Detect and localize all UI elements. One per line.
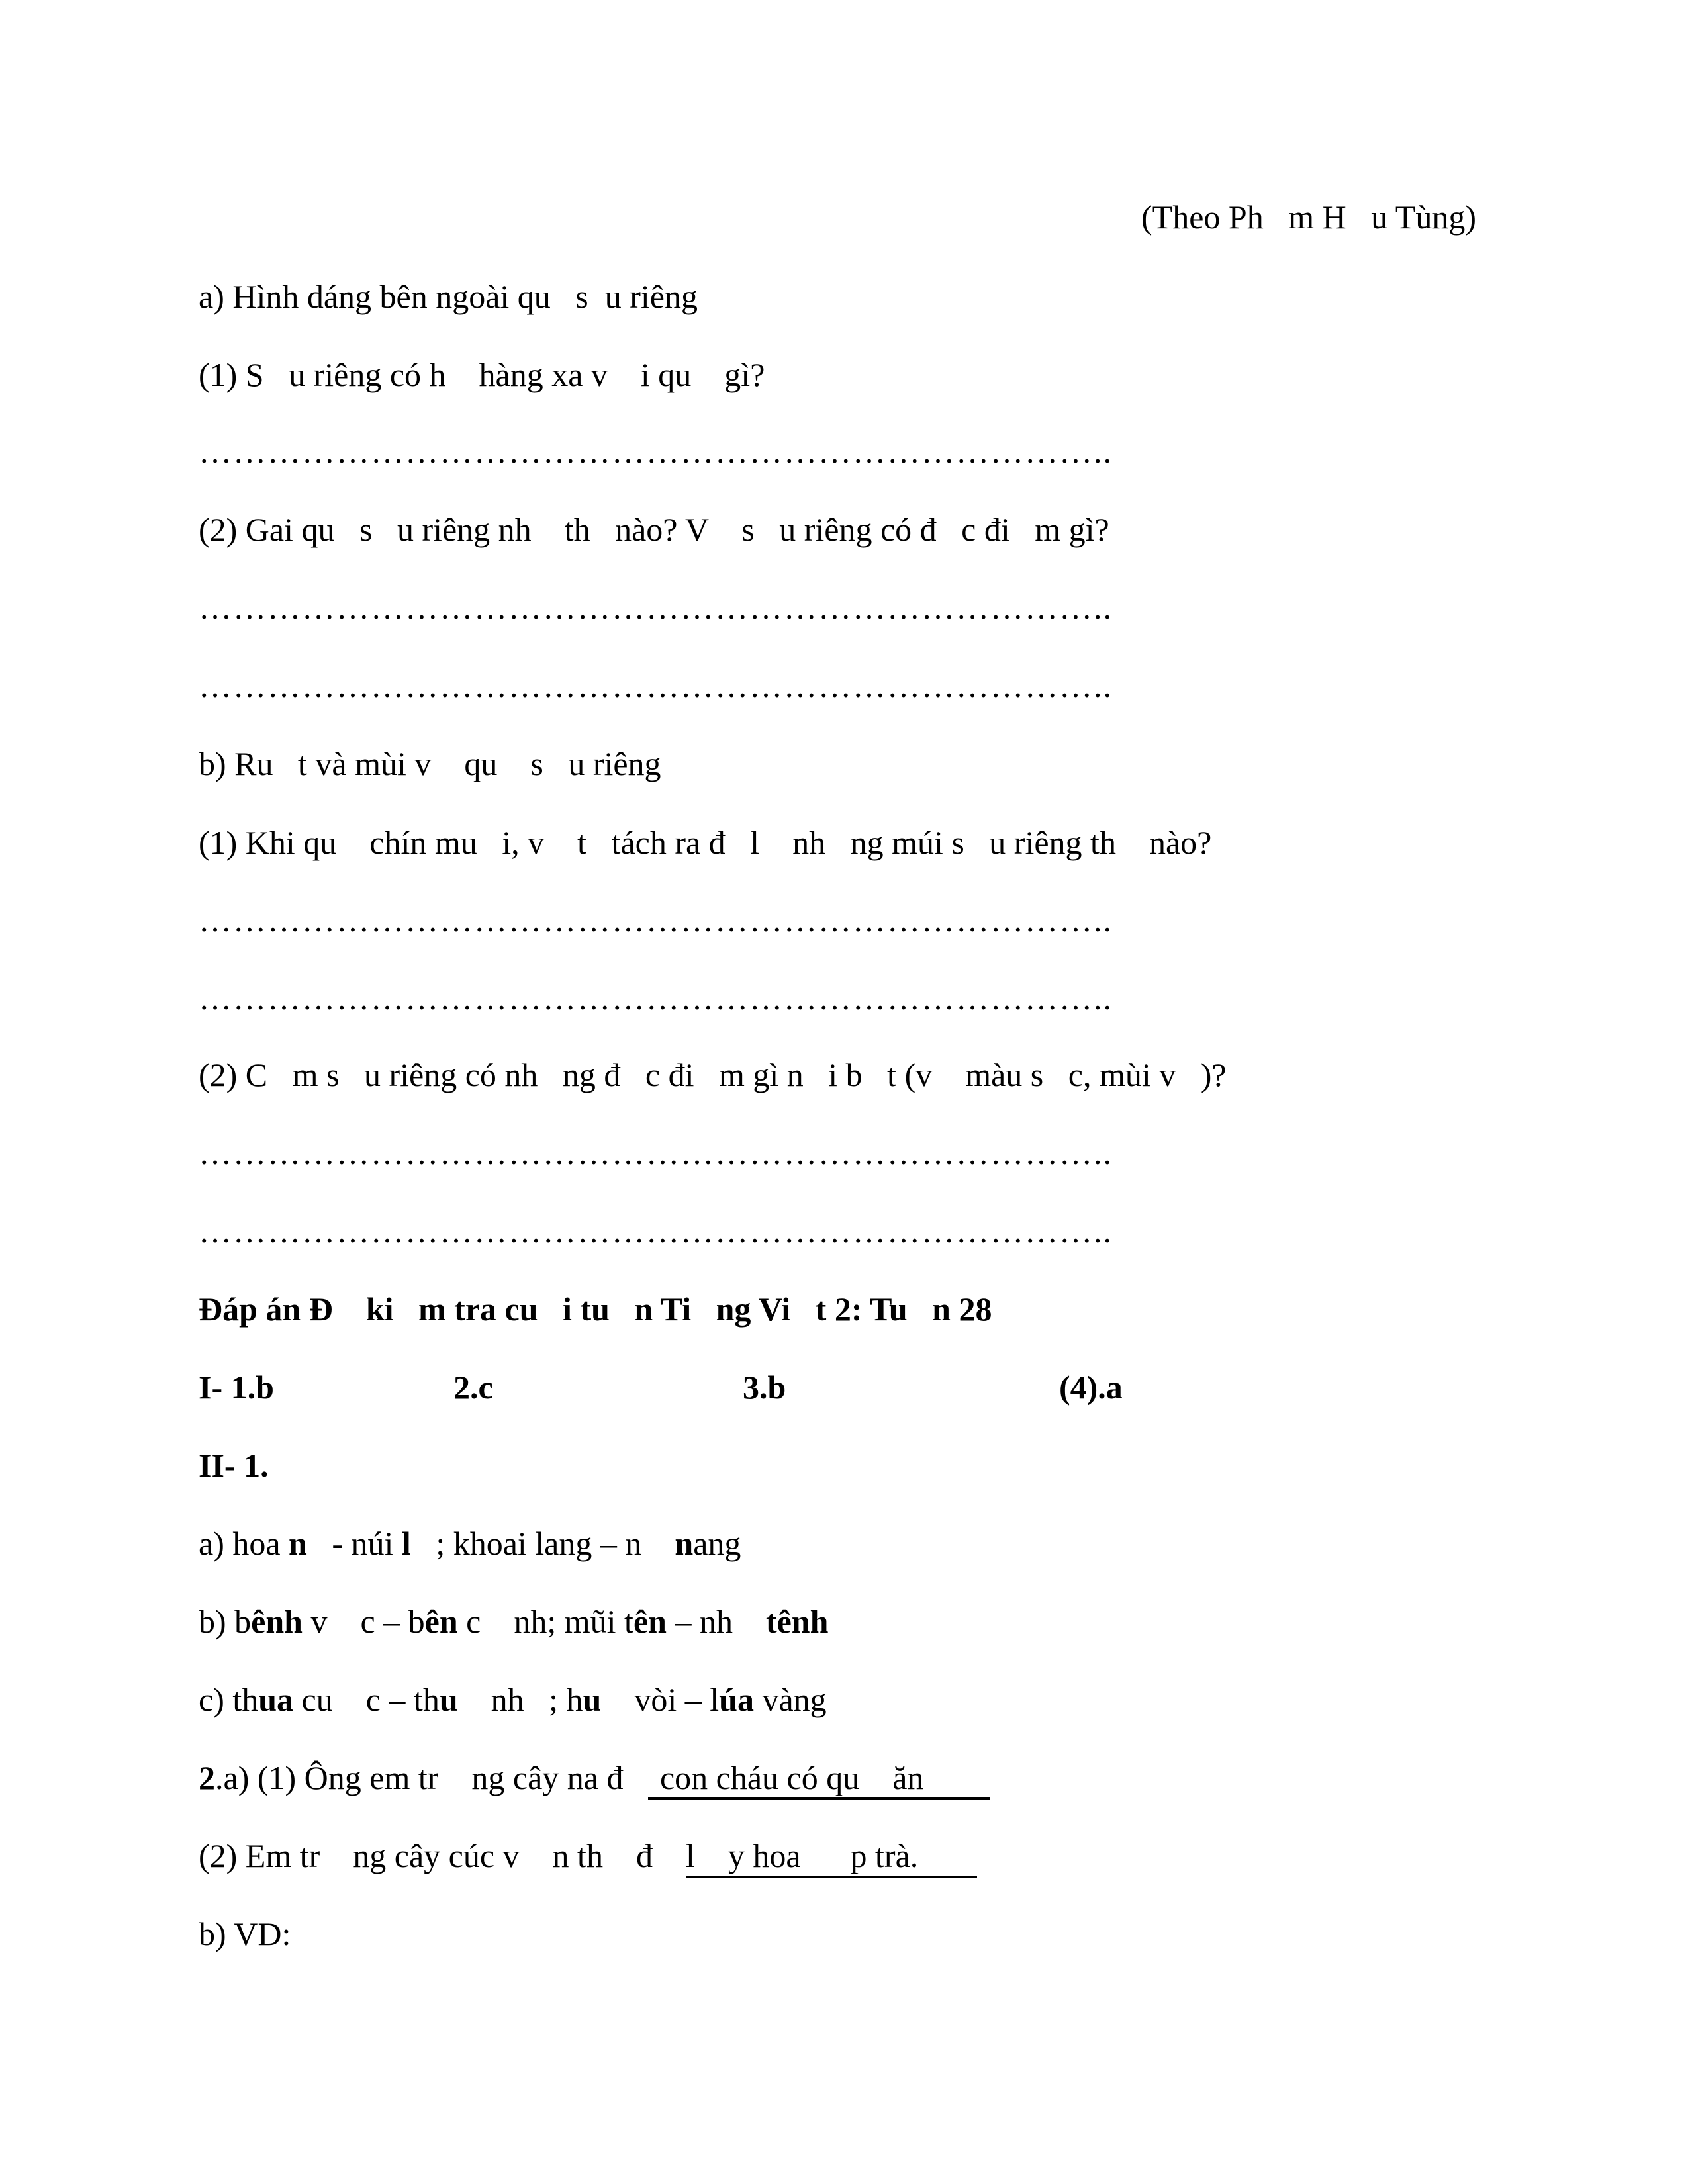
question-a1: (1) S u riêng có h hàng xa v i qu gì? xyxy=(199,356,765,393)
answer-blank-b1-1[interactable]: …………………………………………………………………….. xyxy=(199,901,1113,938)
answer-blank-a1[interactable]: …………………………………………………………………….. xyxy=(199,433,1113,470)
question-a2: (2) Gai qu s u riêng nh th nào? V s u riêng có đ c đi m gì? xyxy=(199,511,1109,548)
part2-label: II- 1. xyxy=(199,1447,269,1484)
part1-answer-3: 3.b xyxy=(743,1369,786,1406)
filled-blank-2b: l y hoa p trà. xyxy=(686,1836,977,1878)
section-b-heading: b) Ru t và mùi v qu s u riêng xyxy=(199,745,661,782)
part1-answers xyxy=(199,1367,1390,1407)
answer-blank-b2-2[interactable]: …………………………………………………………………….. xyxy=(199,1212,1113,1250)
source-attribution: (Theo Ph m H u Tùng) xyxy=(1141,199,1476,236)
answer-vd: b) VD: xyxy=(199,1915,291,1952)
answer-c: c) thua cu c – thu nh ; hu vòi – lúa vàng xyxy=(199,1681,827,1718)
answer-blank-b1-2[interactable]: …………………………………………………………………….. xyxy=(199,979,1113,1017)
question-b1: (1) Khi qu chín mu i, v t tách ra đ l nh ng múi s u riêng th nào? xyxy=(199,824,1212,861)
section-a-heading: a) Hình dáng bên ngoài qu s u riêng xyxy=(199,278,698,315)
answer-key-title: Đáp án Đ ki m tra cu i tu n Ti ng Vi t 2: Tu n 28 xyxy=(199,1291,992,1328)
filled-blank-2a: con cháu có qu ăn xyxy=(648,1758,990,1800)
answer-blank-a2-2[interactable]: …………………………………………………………………….. xyxy=(199,667,1113,704)
answer-blank-b2-1[interactable]: …………………………………………………………………….. xyxy=(199,1134,1113,1171)
part1-answer-2: 2.c xyxy=(453,1369,493,1406)
part1-answer-4: (4).a xyxy=(1059,1369,1123,1406)
answer-2a: 2.a) (1) Ông em tr ng cây na đ con cháu có qu ăn xyxy=(199,1758,990,1800)
part1-answer-1: I- 1.b xyxy=(199,1369,274,1406)
question-b2: (2) C m s u riêng có nh ng đ c đi m gì n i b t (v màu s c, mùi v )? xyxy=(199,1056,1227,1093)
answer-blank-a2-1[interactable]: …………………………………………………………………….. xyxy=(199,589,1113,626)
answer-b: b) bênh v c – bên c nh; mũi tên – nh tênh xyxy=(199,1603,829,1640)
answer-a: a) hoa n - núi l ; khoai lang – n nang xyxy=(199,1525,741,1562)
answer-2b: (2) Em tr ng cây cúc v n th đ l y hoa p trà. xyxy=(199,1836,977,1878)
